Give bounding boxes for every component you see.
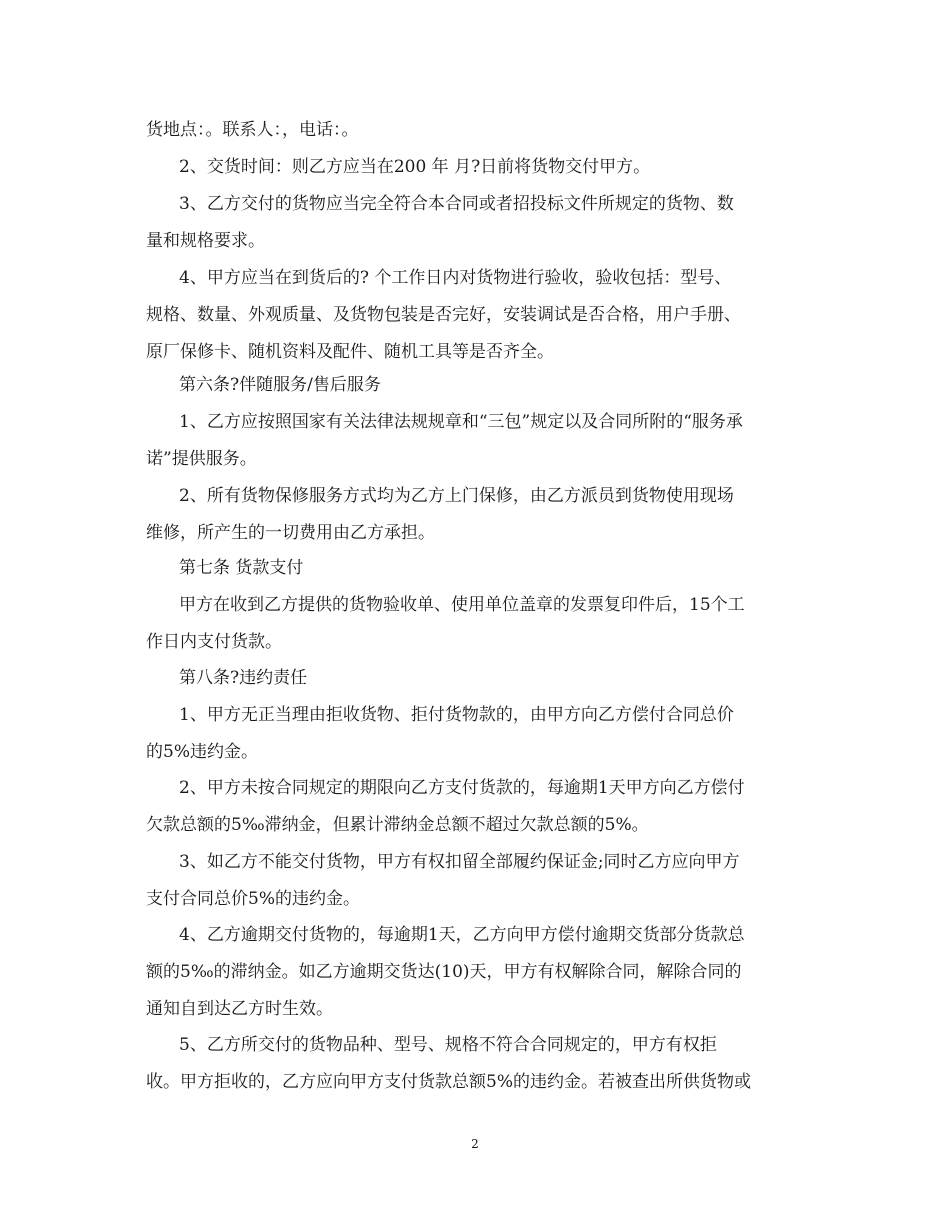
text-line-21: 3、如乙方不能交付货物，甲方有权扣留全部履约保证金;同时乙方应向甲方 [179,852,740,872]
section-heading-8: 第八条?违约责任 [179,668,308,688]
section-heading-6: 第六条?伴随服务/售后服务 [179,375,381,395]
text-line-19: 2、甲方未按合同规定的期限向乙方支付货款的，每逾期1天甲方向乙方偿付 [179,778,745,798]
text-line-27: 收。甲方拒收的，乙方应向甲方支付货款总额5%的违约金。若被查出所供货物或 [146,1072,751,1092]
text-line-25: 通知自到达乙方时生效。 [146,999,333,1019]
text-line-4: 量和规格要求。 [146,231,265,251]
page-number: 2 [471,1137,479,1151]
text-line-6: 规格、数量、外观质量、及货物包装是否完好，安装调试是否合格，用户手册、 [146,305,741,325]
text-line-11: 2、所有货物保修服务方式均为乙方上门保修，由乙方派员到货物使用现场 [179,486,734,506]
text-line-3: 3、乙方交付的货物应当完全符合本合同或者招投标文件所规定的货物、数 [179,194,734,214]
text-line-15: 作日内支付货款。 [146,632,282,652]
text-line-17: 1、甲方无正当理由拒收货物、拒付货物款的，由甲方向乙方偿付合同总价 [179,705,734,725]
text-line-1: 货地点：。联系人：，电话：。 [146,120,359,140]
text-line-10: 诺”提供服务。 [146,449,257,469]
text-line-2: 2、交货时间：则乙方应当在200 年 月?日前将货物交付甲方。 [179,157,651,177]
text-line-14: 甲方在收到乙方提供的货物验收单、使用单位盖章的发票复印件后，15个工 [179,595,745,615]
text-line-20: 欠款总额的5‰滞纳金，但累计滞纳金总额不超过欠款总额的5%。 [146,815,649,835]
text-line-26: 5、乙方所交付的货物品种、型号、规格不符合合同规定的，甲方有权拒 [179,1035,717,1055]
text-line-22: 支付合同总价5%的违约金。 [146,889,360,909]
text-line-18: 的5%违约金。 [146,742,258,762]
text-line-5: 4、甲方应当在到货后的? 个工作日内对货物进行验收，验收包括：型号、 [179,268,732,288]
text-line-9: 1、乙方应按照国家有关法律法规规章和“三包”规定以及合同所附的“服务承 [179,412,743,432]
section-heading-7: 第七条 货款支付 [179,558,304,578]
text-line-12: 维修，所产生的一切费用由乙方承担。 [146,523,435,543]
text-line-7: 原厂保修卡、随机资料及配件、随机工具等是否齐全。 [146,342,554,362]
text-line-23: 4、乙方逾期交付货物的，每逾期1天，乙方向甲方偿付逾期交货部分货款总 [179,925,745,945]
text-line-24: 额的5‰的滞纳金。如乙方逾期交货达(10)天，甲方有权解除合同，解除合同的 [146,962,742,982]
